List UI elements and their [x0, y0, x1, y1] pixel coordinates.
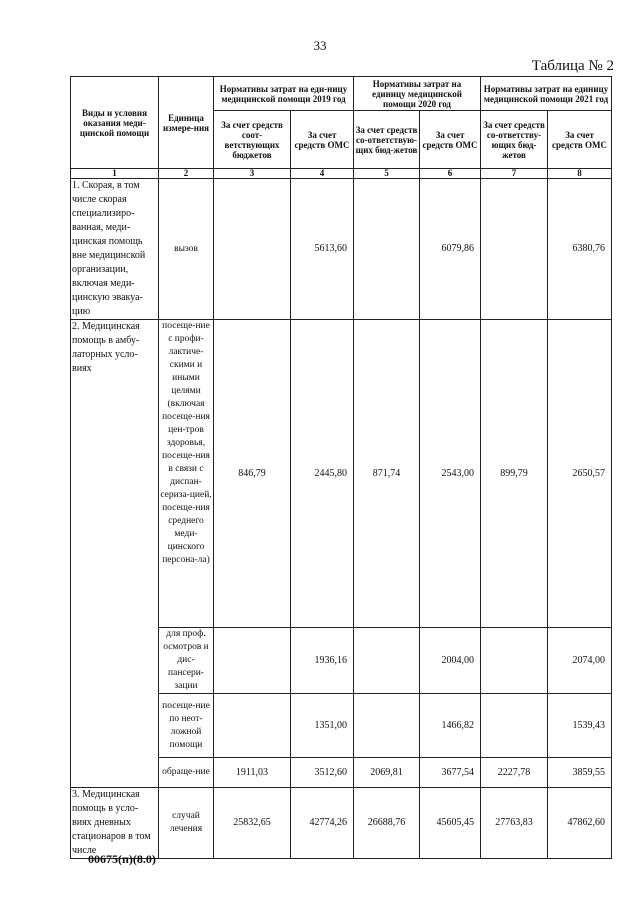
cell-budget-2020 — [354, 179, 420, 320]
header-group-2021: Нормативы затрат на единицу медицинской помощи 2021 год — [481, 77, 612, 111]
cell-budget-2020 — [354, 628, 420, 694]
cell-oms-2019: 2445,80 — [291, 320, 354, 628]
row-unit: обраще-ние — [159, 758, 214, 788]
cell-budget-2019 — [214, 179, 291, 320]
cell-budget-2019 — [214, 628, 291, 694]
page-number: 33 — [313, 38, 327, 53]
header-oms-2019: За счет средств ОМС — [291, 111, 354, 169]
column-number: 6 — [420, 169, 481, 179]
cell-oms-2020: 45605,45 — [420, 788, 481, 859]
cell-oms-2021: 3859,55 — [548, 758, 612, 788]
cell-oms-2020: 6079,86 — [420, 179, 481, 320]
header-oms-2021: За счет средств ОМС — [548, 111, 612, 169]
table-row — [71, 179, 612, 320]
table-row — [71, 320, 612, 628]
cell-budget-2021 — [481, 179, 548, 320]
cell-budget-2019: 846,79 — [214, 320, 291, 628]
header-budget-2021: За счет средств со-ответству-ющих бюд-жетов — [481, 111, 548, 169]
cell-oms-2019: 42774,26 — [291, 788, 354, 859]
cell-budget-2020: 871,74 — [354, 320, 420, 628]
cell-oms-2020: 1466,82 — [420, 694, 481, 758]
column-number: 2 — [159, 169, 214, 179]
cell-budget-2019: 1911,03 — [214, 758, 291, 788]
cell-budget-2019 — [214, 694, 291, 758]
cell-budget-2021: 27763,83 — [481, 788, 548, 859]
cell-budget-2021: 899,79 — [481, 320, 548, 628]
cell-budget-2021: 2227,78 — [481, 758, 548, 788]
cell-oms-2021: 2650,57 — [548, 320, 612, 628]
cell-oms-2020: 3677,54 — [420, 758, 481, 788]
footer-code: 00675(п)(8.0) — [88, 852, 156, 866]
header-budget-2019: За счет средств соот-ветствующих бюджетов — [214, 111, 291, 169]
table-row — [71, 788, 612, 859]
column-number: 7 — [481, 169, 548, 179]
header-oms-2020: За счет средств ОМС — [420, 111, 481, 169]
row-unit: случай лечения — [159, 788, 214, 859]
norms-table — [70, 76, 612, 859]
column-number: 3 — [214, 169, 291, 179]
row-unit: посеще-ние по неот-ложной помощи — [159, 694, 214, 758]
cell-oms-2019: 5613,60 — [291, 179, 354, 320]
cell-oms-2019: 3512,60 — [291, 758, 354, 788]
column-number: 1 — [71, 169, 159, 179]
row-unit: посеще-ние с профи-лактиче-скими и иными целями (включая посеще-ния цен-тров здоровья, посеще-ния в связи с диспан-сериза-цией, посеще-ния среднего меди-цинского персона-ла) — [159, 320, 214, 628]
cell-budget-2020: 2069,81 — [354, 758, 420, 788]
row-unit: вызов — [159, 179, 214, 320]
cell-oms-2019: 1351,00 — [291, 694, 354, 758]
header-type: Виды и условия оказания меди-цинской помощи — [71, 77, 159, 169]
row-type-outpatient: 2. Медицинская помощь в амбу-латорных усло-виях — [71, 320, 159, 788]
cell-oms-2019: 1936,16 — [291, 628, 354, 694]
cell-oms-2020: 2004,00 — [420, 628, 481, 694]
header-group-2020: Нормативы затрат на единицу медицинской помощи 2020 год — [354, 77, 481, 111]
column-number: 5 — [354, 169, 420, 179]
header-budget-2020: За счет средств со-ответствую-щих бюд-жетов — [354, 111, 420, 169]
column-numbers-row — [71, 169, 612, 179]
header-group-2019: Нормативы затрат на еди-ницу медицинской помощи 2019 год — [214, 77, 354, 111]
table-caption: Таблица № 2 — [531, 58, 614, 74]
cell-budget-2020: 26688,76 — [354, 788, 420, 859]
cell-budget-2020 — [354, 694, 420, 758]
row-type-day-hospital: 3. Медицинская помощь в усло-виях дневных стационаров в том числе — [71, 788, 159, 859]
row-type-emergency: 1. Скорая, в том числе скорая специализиро-ванная, меди-цинская помощь вне медицинской организации, включая меди-цинскую эвакуа-цию — [71, 179, 159, 320]
row-unit: для проф. осмотров и дис-пансери-зации — [159, 628, 214, 694]
column-number: 8 — [548, 169, 612, 179]
cell-budget-2021 — [481, 694, 548, 758]
cell-oms-2020: 2543,00 — [420, 320, 481, 628]
cell-oms-2021: 1539,43 — [548, 694, 612, 758]
header-unit: Единица измере-ния — [159, 77, 214, 169]
cell-budget-2021 — [481, 628, 548, 694]
cell-oms-2021: 2074,00 — [548, 628, 612, 694]
column-number: 4 — [291, 169, 354, 179]
cell-oms-2021: 47862,60 — [548, 788, 612, 859]
cell-oms-2021: 6380,76 — [548, 179, 612, 320]
cell-budget-2019: 25832,65 — [214, 788, 291, 859]
